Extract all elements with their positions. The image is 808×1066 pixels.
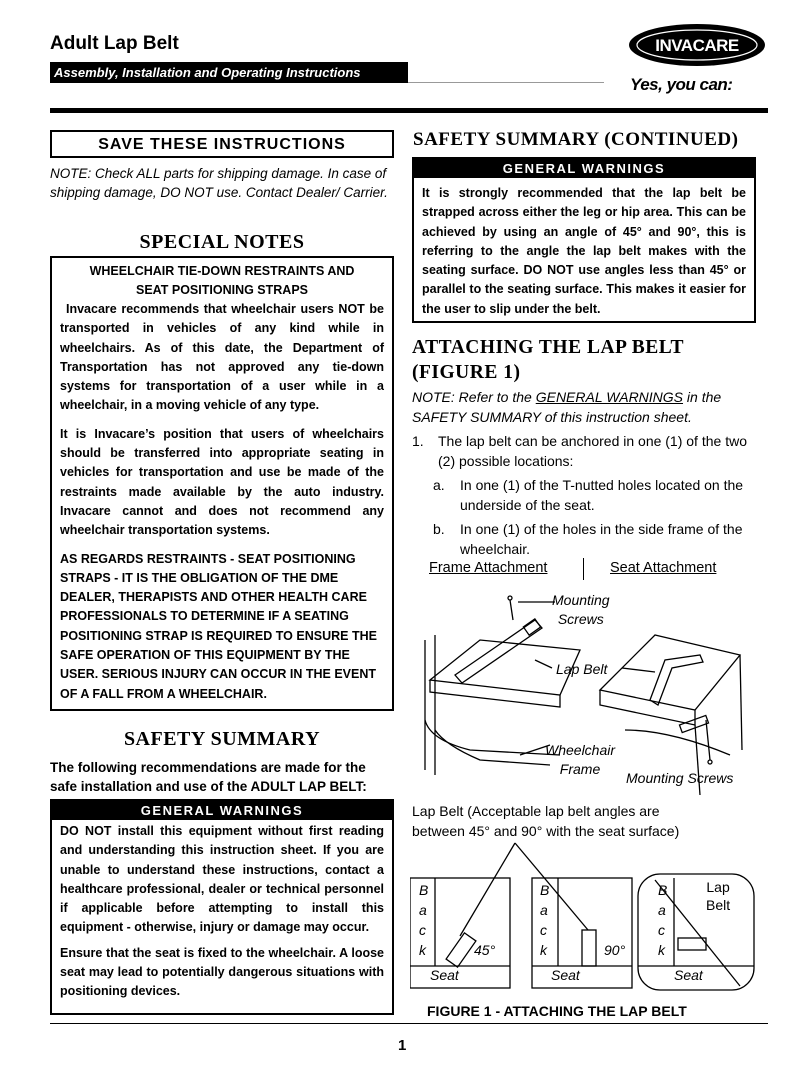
back-label-1 <box>419 880 428 960</box>
gw-right-para: It is strongly recommended that the lap belt be strapped across either the leg or hip area. This can be achieved by using an angle of 45° and 90°, this is referring to the angle the lap belt makes with the seating surface. DO NOT use angles less than 45° or parallel to the seating surface. This makes it easier for the user to slip under the belt. <box>422 186 746 316</box>
mounting-screws-top-label <box>552 591 610 629</box>
special-heading-line1: WHEELCHAIR TIE-DOWN RESTRAINTS AND <box>89 264 355 278</box>
seat-label-1: Seat <box>430 967 459 983</box>
step-1 <box>412 431 757 471</box>
angle-90-label: 90° <box>604 942 626 958</box>
back-letter-c: c <box>419 922 426 938</box>
special-para-3: AS REGARDS RESTRAINTS - SEAT POSITIONING STRAPS - IT IS THE OBLIGATION OF THE DME DEALER, THERAPISTS AND OTHER HEALTH CARE PROFESSIONALS TO DETERMINE IF A SEATING POSITIONING STRAP IS REQUIRED TO ENSURE THE SAFE OPERATION OF THIS EQUIPMENT BY THE USER. SERIOUS INJURY CAN OCCUR IN THE EVENT OF A FALL FROM A WHEELCHAIR. <box>60 551 377 701</box>
step-1b <box>412 519 757 559</box>
attaching-heading-line2: (FIGURE 1) <box>412 362 521 383</box>
frame-attachment-label: Frame Attachment <box>429 560 548 576</box>
note-link-general-warnings[interactable]: GENERAL WARNINGS <box>535 389 684 405</box>
save-instructions-box: SAVE THESE INSTRUCTIONS <box>50 130 394 158</box>
figure-caption: FIGURE 1 - ATTACHING THE LAP BELT <box>427 1003 687 1019</box>
mounting-screws-top-line1: Mounting <box>552 592 610 608</box>
right-screw-head <box>708 760 712 764</box>
diagram-90-belt <box>582 930 596 966</box>
diagram-45-belt <box>446 933 476 967</box>
back-letter-k: k <box>540 942 547 958</box>
general-warnings-box-left <box>50 799 394 1015</box>
back-label-2 <box>540 880 549 960</box>
connector-45 <box>460 843 515 936</box>
angle-caption-line2: between 45° and 90° with the seat surface) <box>412 823 680 839</box>
connector-90 <box>515 843 588 930</box>
safety-intro: The following recommendations are made for the safe installation and use of the ADULT LAP BELT: <box>50 760 367 794</box>
gw-left-para-1: DO NOT install this equipment without first reading and understanding this instruction sheet. If you are unable to understand these instructions, contact a healthcare professional, dealer or technical personnel if applicable before attempting to install this equipment - otherwise, injury or damage may occur. <box>60 824 384 935</box>
document-title: Adult Lap Belt <box>50 33 179 54</box>
leader-lap-belt-left <box>535 660 552 668</box>
seat-attachment-label: Seat Attachment <box>610 560 717 576</box>
special-para-2: It is Invacare’s position that users of wheelchairs should be transferred into appropriate seating in vehicles for transportation and use be made of the restraints made available by the auto industry. Invacare cannot and does not recommend any wheelchair transportation systems. <box>60 426 384 538</box>
left-screw-head <box>508 596 512 600</box>
back-letter-k: k <box>658 942 665 958</box>
special-notes-heading: SPECIAL NOTES <box>139 231 305 253</box>
lap-belt-box-line2: Belt <box>706 897 731 913</box>
safety-summary-heading: SAFETY SUMMARY <box>123 728 321 750</box>
left-buckle <box>523 619 540 635</box>
special-heading-line2: SEAT POSITIONING STRAPS <box>135 283 308 297</box>
document-subtitle: Assembly, Installation and Operating Instructions <box>50 62 408 83</box>
safety-summary-continued-heading: SAFETY SUMMARY (CONTINUED) <box>413 129 739 150</box>
seat-label-3: Seat <box>674 967 703 983</box>
attaching-heading <box>412 335 684 385</box>
step-1-number: 1. <box>412 433 424 449</box>
left-frame-rail <box>425 720 560 755</box>
back-letter-b: B <box>658 882 668 898</box>
lap-belt-label: Lap Belt <box>556 661 608 677</box>
header-rule <box>408 82 604 83</box>
angle-diagrams <box>410 838 760 998</box>
general-warnings-heading-left: GENERAL WARNINGS <box>52 801 392 820</box>
page-number: 1 <box>398 1037 407 1054</box>
step-1a-letter: a. <box>433 477 445 493</box>
special-notes-box-heading <box>52 262 392 300</box>
attaching-note <box>412 387 757 427</box>
leader-lap-belt-right <box>622 668 655 672</box>
wheelchair-frame-label <box>545 741 615 779</box>
step-1-text: The lap belt can be anchored in one (1) of the two (2) possible locations: <box>438 433 747 469</box>
back-label-3 <box>658 880 667 960</box>
right-screw <box>706 720 710 760</box>
right-frame-rail <box>625 730 730 755</box>
left-belt <box>455 620 542 683</box>
right-strap <box>679 715 708 732</box>
lap-belt-box-line1: Lap <box>706 879 730 895</box>
step-1b-letter: b. <box>433 521 445 537</box>
tagline: Yes, you can: <box>630 75 733 94</box>
note-prefix: NOTE: Refer to the <box>412 389 536 405</box>
left-seat-edge <box>430 680 560 707</box>
general-warnings-heading-right: GENERAL WARNINGS <box>414 159 754 178</box>
footer-rule <box>50 1023 768 1024</box>
diagram-wrong-belt <box>678 938 706 950</box>
back-letter-c: c <box>540 922 547 938</box>
lap-belt-box-label <box>706 878 730 914</box>
back-letter-a: a <box>658 902 666 918</box>
attaching-heading-line1: ATTACHING THE LAP BELT <box>412 337 684 358</box>
gw-left-para-2: Ensure that the seat is fixed to the wheelchair. A loose seat may lead to potentially dangerous situations with positioning devices. <box>60 945 384 999</box>
angle-caption-line1: Lap Belt (Acceptable lap belt angles are <box>412 803 660 819</box>
mounting-screws-top-line2: Screws <box>557 611 604 627</box>
angle-caption <box>412 801 679 841</box>
wheelchair-frame-line1: Wheelchair <box>545 742 616 758</box>
left-frame-rail-2 <box>435 730 550 765</box>
angle-45-label: 45° <box>474 942 496 958</box>
back-letter-b: B <box>419 882 429 898</box>
left-screw <box>510 600 513 620</box>
mounting-screws-bottom-label: Mounting Screws <box>626 770 734 786</box>
general-warnings-box-right <box>412 157 756 323</box>
back-letter-a: a <box>419 902 427 918</box>
back-letter-a: a <box>540 902 548 918</box>
step-1a-text: In one (1) of the T-nutted holes located on the underside of the seat. <box>460 477 744 513</box>
note-suffix: in the SAFETY SUMMARY of this instruction sheet. <box>412 389 722 425</box>
special-para-1: Invacare recommends that wheelchair users NOT be transported in vehicles of any kind while in wheelchairs. As of this date, the Department of Transportation has not approved any tie-down systems for transportation of a user while in a wheelchair, in a moving vehicle of any type. <box>60 302 384 413</box>
step-1b-text: In one (1) of the holes in the side frame of the wheelchair. <box>460 521 743 557</box>
back-letter-b: B <box>540 882 550 898</box>
special-notes-box <box>50 256 394 711</box>
figure-divider <box>583 558 584 580</box>
right-belt <box>650 655 703 705</box>
back-letter-k: k <box>419 942 426 958</box>
invacare-logo <box>627 22 767 68</box>
seat-label-2: Seat <box>551 967 580 983</box>
header-thick-rule <box>50 108 768 113</box>
right-frame-post <box>740 655 742 750</box>
shipping-note: NOTE: Check ALL parts for shipping damage. In case of shipping damage, DO NOT use. Contact Dealer/ Carrier. <box>50 166 388 200</box>
back-letter-c: c <box>658 922 665 938</box>
wheelchair-frame-line2: Frame <box>559 761 601 777</box>
step-1a <box>412 475 757 515</box>
brand-text: INVACARE <box>655 36 739 55</box>
